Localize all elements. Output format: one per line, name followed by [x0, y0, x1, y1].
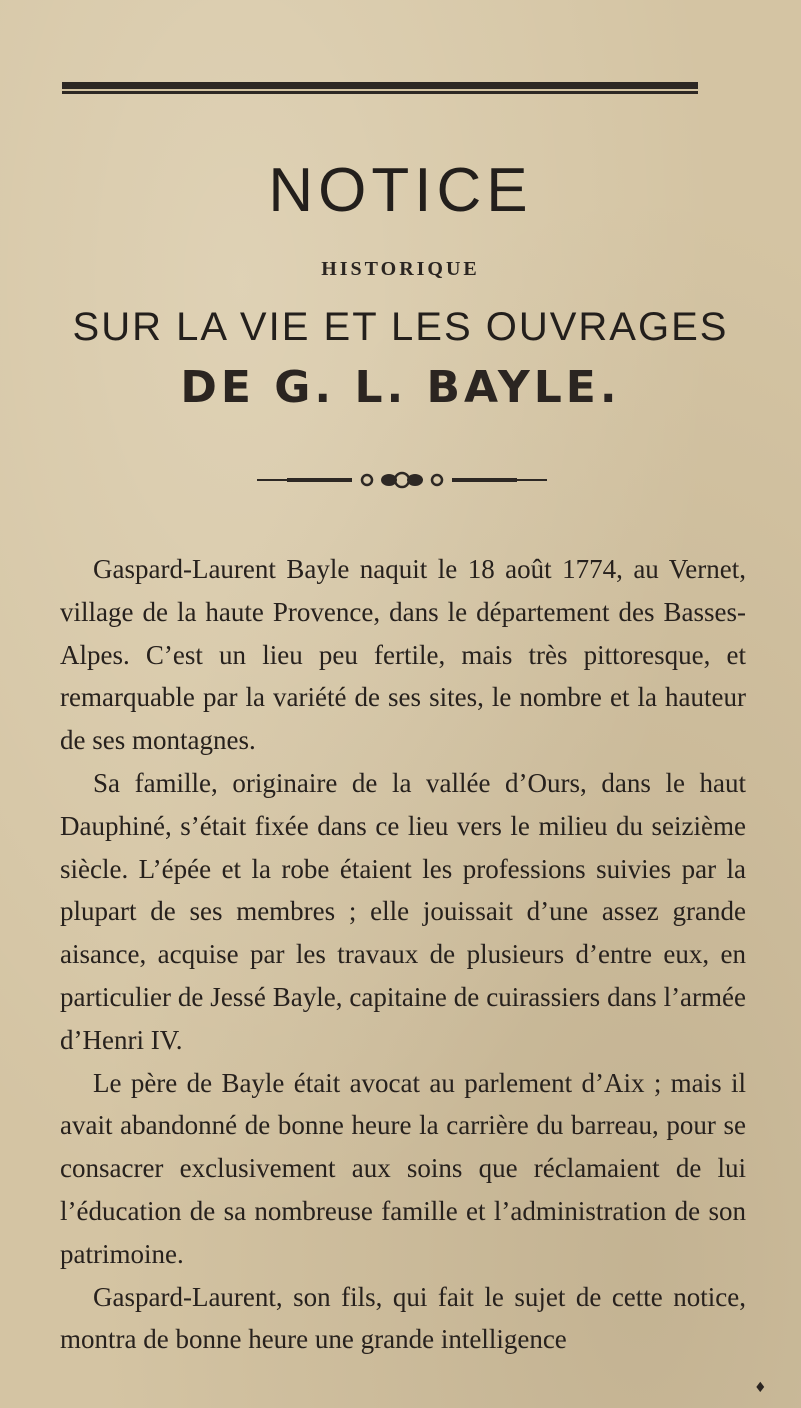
body-text — [60, 548, 746, 1361]
signature-mark-icon: ♦ — [754, 1380, 767, 1396]
paragraph: Sa famille, originaire de la vallée d’Ours, dans le haut Dauphiné, s’était fixée dans ce lieu vers le milieu du seizième siècle. L’épée et la robe étaient les professions suivies par la plupart de ses membres ; elle jouissait d’une assez grande aisance, acquise par les travaux de plusieurs d’entre eux, en particulier de Jessé Bayle, capitaine de cuirassiers dans l’armée d’Henri IV. — [60, 767, 746, 1055]
paragraph: Gaspard-Laurent Bayle naquit le 18 août 1774, au Vernet, village de la haute Provence, dans le département des Basses-Alpes. C’est un lieu peu fertile, mais très pittoresque, et remarquable par la variété de ses sites, le nombre et la hauteur de ses montagnes. — [60, 554, 746, 756]
page-title: NOTICE — [268, 156, 533, 225]
ornament-divider-icon — [257, 470, 547, 490]
paragraph: Le père de Bayle était avocat au parlement d’Aix ; mais il avait abandonné de bonne heure la carrière du barreau, pour se consacrer exclusivement aux soins que réclamaient de lui l’éducation de sa nombreuse famille et l’administration de son patrimoine. — [60, 1067, 746, 1269]
title-line-2: DE G. L. BAYLE. — [180, 362, 621, 413]
top-double-rule — [62, 82, 698, 91]
paragraph: Gaspard-Laurent, son fils, qui fait le sujet de cette notice, montra de bonne heure une grande intelligence — [60, 1281, 746, 1355]
page-subtitle: HISTORIQUE — [321, 258, 480, 280]
title-line-1: SUR LA VIE ET LES OUVRAGES — [72, 305, 729, 349]
